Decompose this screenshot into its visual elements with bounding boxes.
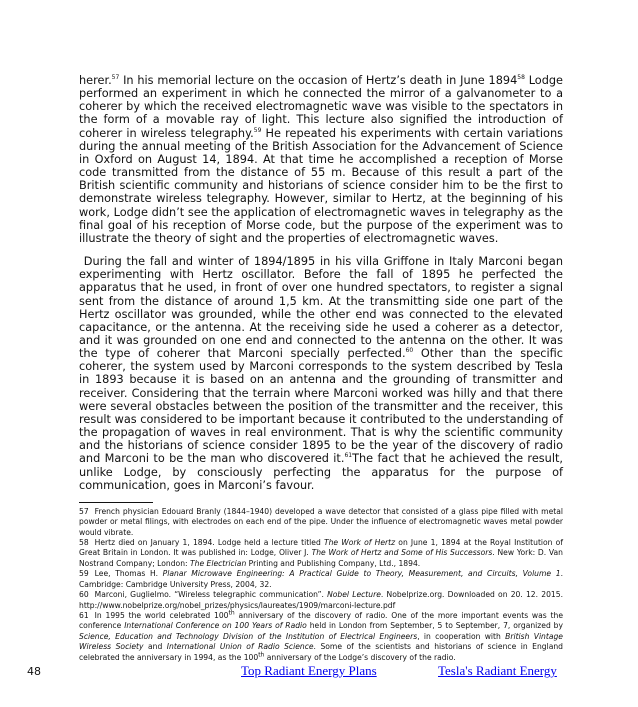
italic-title: Planar Microwave Engineering: A Practical Guide to Theory, Measurement, and Circuits, Volume 1	[162, 569, 561, 579]
text-run: anniversary of the Lodge’s discovery of the radio.	[264, 652, 456, 662]
footnote-59	[79, 569, 563, 590]
italic-title: The Work of Hertz and Some of His Successors	[311, 548, 493, 558]
text-run: Marconi, Guglielmo. “Wireless telegraphic communication”.	[94, 590, 328, 600]
text-run: herer.	[79, 74, 112, 87]
footnote-number: 57	[79, 506, 89, 516]
text-run: . New York: D. Van Nostrand Company; London:	[79, 548, 563, 568]
italic-title: The Electrician	[190, 558, 247, 568]
top-radiant-energy-plans-link[interactable]: Top Radiant Energy Plans	[241, 663, 377, 678]
text-run: held in London from September, 5 to September, 7, organized by	[306, 621, 563, 631]
paragraph-1	[79, 74, 563, 245]
text-run: In his memorial lecture on the occasion of Hertz’s death in June 1894	[119, 74, 518, 87]
text-run: The fact that he achieved the result, unlike Lodge, by consciously perfecting the apparatus for the purpose of communication, goes in Marconi’s favour.	[79, 452, 563, 492]
text-run: Printing and Publishing Company, Ltd., 1894.	[246, 558, 421, 568]
paragraph-2	[79, 255, 563, 492]
text-run: During the fall and winter of 1894/1895 in his villa Griffone in Italy Marconi began experimenting with Hertz oscillator. Before the fall of 1895 he perfected the apparatus that he used, in front of over one hundred spectators, to register a signal sent from the distance of around 1,5 km. At the transmitting side one part of the Hertz oscillator was grounded, while the other end was connected to the elevated capacitance, or the antenna. At the receiving side he used a coherer as a detector, and it was grounded on one end and connected to the antenna on the other. It was the type of coherer that Marconi specially perfected.	[79, 255, 563, 361]
footnote-text: French physician Edouard Branly (1844–1940) developed a wave detector that consisted of a glass pipe filled with metal powder or metal filings, with electrodes on each end of the pipe. Under the influence of electromagnetic waves metal powder would vibrate.	[79, 506, 563, 537]
ordinal-suffix: th	[228, 609, 235, 617]
footnote-number: 59	[79, 569, 89, 579]
text-run: and	[143, 642, 167, 652]
italic-title: International Union of Radio Science	[166, 642, 314, 652]
footnotes	[79, 507, 563, 663]
text-run: anniversary of the discovery of radio. One of the more important events was the conference	[79, 610, 563, 631]
text-run: , in cooperation with	[417, 631, 506, 641]
text-run: Other than the specific coherer, the system used by Marconi corresponds to the system described by Tesla in 1893 because it is based on an antenna and the grounding of transmitter and receiver. Considering that the terrain where Marconi worked was hilly and that there were several obstacles between the position of the transmitter and the receiver, this result was considered to be important because it contributed to the understanding of the propagation of waves in real environment. That is why the scientific community and the historians of science consider 1895 to be the year of the discovery of radio and Marconi to be the man who discovered it.	[79, 347, 563, 466]
text-run: . Some of the scientists and historians of science in England celebrated the anniversary in 1994, as the 100	[79, 642, 563, 662]
text-run: Hertz died on January 1, 1894. Lodge held a lecture titled	[94, 538, 324, 548]
text-run: on June 1, 1894 at the Royal Institution of Great Britain in London. It was published in: Lodge, Oliver J.	[79, 538, 563, 558]
footnote-61	[79, 611, 563, 663]
italic-title: Science, Education and Technology Division of the Institution of Electrical Engineers	[79, 631, 418, 641]
footnote-number: 61	[79, 610, 89, 620]
ordinal-suffix: th	[258, 651, 265, 658]
footnote-ref-58: 58	[517, 74, 525, 82]
footnote-ref-60: 60	[405, 347, 414, 355]
text-run: In 1995 the world celebrated 100	[94, 610, 229, 620]
text-run: . Cambridge: Cambridge University Press, 2004, 32.	[79, 569, 564, 589]
text-run: He repeated his experiments with certain variations during the annual meeting of the British Association for the Advancement of Science in Oxford on August 14, 1894. At that time he accomplished a reception of Morse code transmitted from the distance of 55 m. Because of this result a part of the British scientific community and historians of science consider him to be the first to demonstrate wireless telegraphy. However, similar to Hertz, at the beginning of his work, Lodge didn’t see the application of electromagnetic waves in telegraphy as the final goal of his reception of Morse code, but the purpose of the experiment was to illustrate the theory of sight and the properties of electromagnetic waves.	[79, 126, 563, 245]
footnote-number: 58	[79, 538, 89, 548]
page-footer	[0, 663, 638, 683]
footnote-divider	[79, 502, 153, 503]
page-number: 48	[27, 665, 41, 678]
text-run: Lodge performed an experiment in which he connected the mirror of a galvanometer to a coherer by which the received electromagnetic wave was visible to the spectators in the form of a movable ray of light. This lecture also signified the introduction of coherer in wireless telegraphy.	[79, 74, 563, 140]
footnote-number: 60	[79, 590, 89, 600]
text-run: Lee, Thomas H.	[94, 569, 163, 579]
italic-title: Nobel Lecture	[327, 590, 381, 600]
body-text	[79, 74, 563, 663]
footnote-57	[79, 507, 563, 538]
footnote-60	[79, 590, 563, 611]
footnote-ref-61: 61	[344, 452, 353, 460]
text-run: . Nobelprize.org. Downloaded on 20. 12. 2015. http://www.nobelprize.org/nobel_prizes/physics/laureates/1909/marconi-lecture.pdf	[79, 590, 563, 610]
teslas-radiant-energy-link[interactable]: Tesla's Radiant Energy	[438, 663, 557, 678]
footnote-58	[79, 538, 563, 569]
italic-title: The Work of Hertz	[323, 538, 396, 548]
footnote-ref-57: 57	[111, 74, 120, 82]
italic-title: International Conference on 100 Years of Radio	[124, 621, 307, 631]
footnote-ref-59: 59	[253, 126, 262, 134]
italic-title: British Vintage Wireless Society	[79, 631, 563, 652]
